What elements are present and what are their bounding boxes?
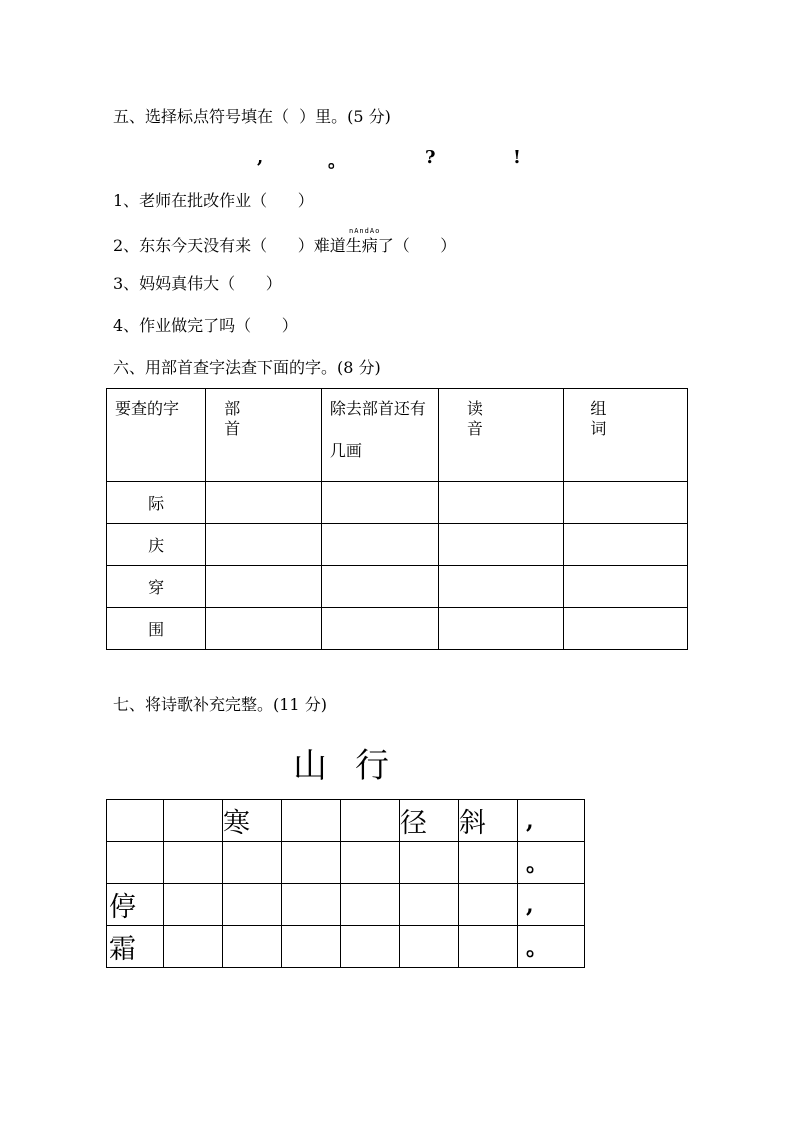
answer-cell[interactable] xyxy=(206,524,322,566)
poem-cell[interactable] xyxy=(459,842,518,884)
poem-cell[interactable] xyxy=(400,884,459,926)
poem-row xyxy=(107,926,585,968)
poem-cell[interactable] xyxy=(341,800,400,842)
poem-cell[interactable]: 径 xyxy=(400,800,459,842)
poem-cell[interactable] xyxy=(223,842,282,884)
item-3: 3、妈妈真伟大（ ） xyxy=(113,274,282,293)
poem-cell[interactable] xyxy=(223,926,282,968)
answer-cell[interactable] xyxy=(438,524,564,566)
poem-cell[interactable]: 停 xyxy=(107,884,164,926)
punctuation-comma: , xyxy=(257,147,264,168)
answer-cell[interactable] xyxy=(564,566,688,608)
section7-title: 七、将诗歌补充完整。(11 分) xyxy=(113,695,327,714)
header-strokes: 除去部首还有几画 xyxy=(321,389,438,482)
answer-cell[interactable] xyxy=(321,566,438,608)
poem-row xyxy=(107,842,585,884)
table-header-row xyxy=(107,389,688,482)
answer-cell[interactable] xyxy=(438,608,564,650)
section5-title: 五、选择标点符号填在（ ）里。(5 分) xyxy=(113,107,391,126)
poem-cell[interactable] xyxy=(282,800,341,842)
punctuation-question: ? xyxy=(425,147,436,168)
answer-cell[interactable] xyxy=(564,608,688,650)
poem-punct-cell: 。 xyxy=(518,926,585,968)
char-cell: 际 xyxy=(107,482,206,524)
poem-cell[interactable] xyxy=(341,884,400,926)
poem-cell[interactable] xyxy=(459,884,518,926)
poem-title: 山行 xyxy=(293,746,417,786)
answer-cell[interactable] xyxy=(438,482,564,524)
poem-cell[interactable] xyxy=(341,926,400,968)
poem-cell[interactable] xyxy=(400,926,459,968)
char-cell: 围 xyxy=(107,608,206,650)
poem-cell[interactable] xyxy=(107,842,164,884)
poem-grid xyxy=(106,799,585,968)
poem-cell[interactable]: 寒 xyxy=(223,800,282,842)
item-2: 2、东东今天没有来（ ）难道生病了（ ） xyxy=(113,236,457,255)
table-row xyxy=(107,524,688,566)
poem-cell[interactable] xyxy=(164,800,223,842)
pinyin-annotation: nAndAo xyxy=(349,227,381,235)
char-cell: 穿 xyxy=(107,566,206,608)
answer-cell[interactable] xyxy=(321,482,438,524)
answer-cell[interactable] xyxy=(206,566,322,608)
answer-cell[interactable] xyxy=(321,608,438,650)
header-pronunciation: 读音 xyxy=(438,389,564,482)
poem-cell[interactable] xyxy=(164,842,223,884)
item-1: 1、老师在批改作业（ ） xyxy=(113,191,314,210)
punctuation-exclamation: ! xyxy=(513,147,521,168)
section6-title: 六、用部首查字法查下面的字。(8 分) xyxy=(113,358,381,377)
header-char: 要查的字 xyxy=(107,389,206,482)
poem-cell[interactable] xyxy=(164,926,223,968)
poem-cell[interactable] xyxy=(223,884,282,926)
char-cell: 庆 xyxy=(107,524,206,566)
poem-punct-cell: , xyxy=(518,800,585,842)
radical-lookup-table xyxy=(106,388,688,650)
punctuation-period: 。 xyxy=(328,151,346,172)
poem-cell[interactable] xyxy=(459,926,518,968)
poem-cell[interactable] xyxy=(282,926,341,968)
table-row xyxy=(107,608,688,650)
table-row xyxy=(107,566,688,608)
poem-cell[interactable] xyxy=(341,842,400,884)
poem-cell[interactable] xyxy=(107,800,164,842)
poem-row xyxy=(107,884,585,926)
poem-cell[interactable] xyxy=(282,884,341,926)
answer-cell[interactable] xyxy=(564,482,688,524)
poem-punct-cell: , xyxy=(518,884,585,926)
answer-cell[interactable] xyxy=(321,524,438,566)
header-words: 组词 xyxy=(564,389,688,482)
header-radical: 部首 xyxy=(206,389,322,482)
poem-cell[interactable]: 斜 xyxy=(459,800,518,842)
table-row xyxy=(107,482,688,524)
poem-cell[interactable] xyxy=(164,884,223,926)
poem-row xyxy=(107,800,585,842)
poem-cell[interactable] xyxy=(400,842,459,884)
poem-cell[interactable]: 霜 xyxy=(107,926,164,968)
answer-cell[interactable] xyxy=(206,608,322,650)
answer-cell[interactable] xyxy=(438,566,564,608)
answer-cell[interactable] xyxy=(564,524,688,566)
poem-punct-cell: 。 xyxy=(518,842,585,884)
answer-cell[interactable] xyxy=(206,482,322,524)
poem-cell[interactable] xyxy=(282,842,341,884)
item-4: 4、作业做完了吗（ ） xyxy=(113,316,298,335)
